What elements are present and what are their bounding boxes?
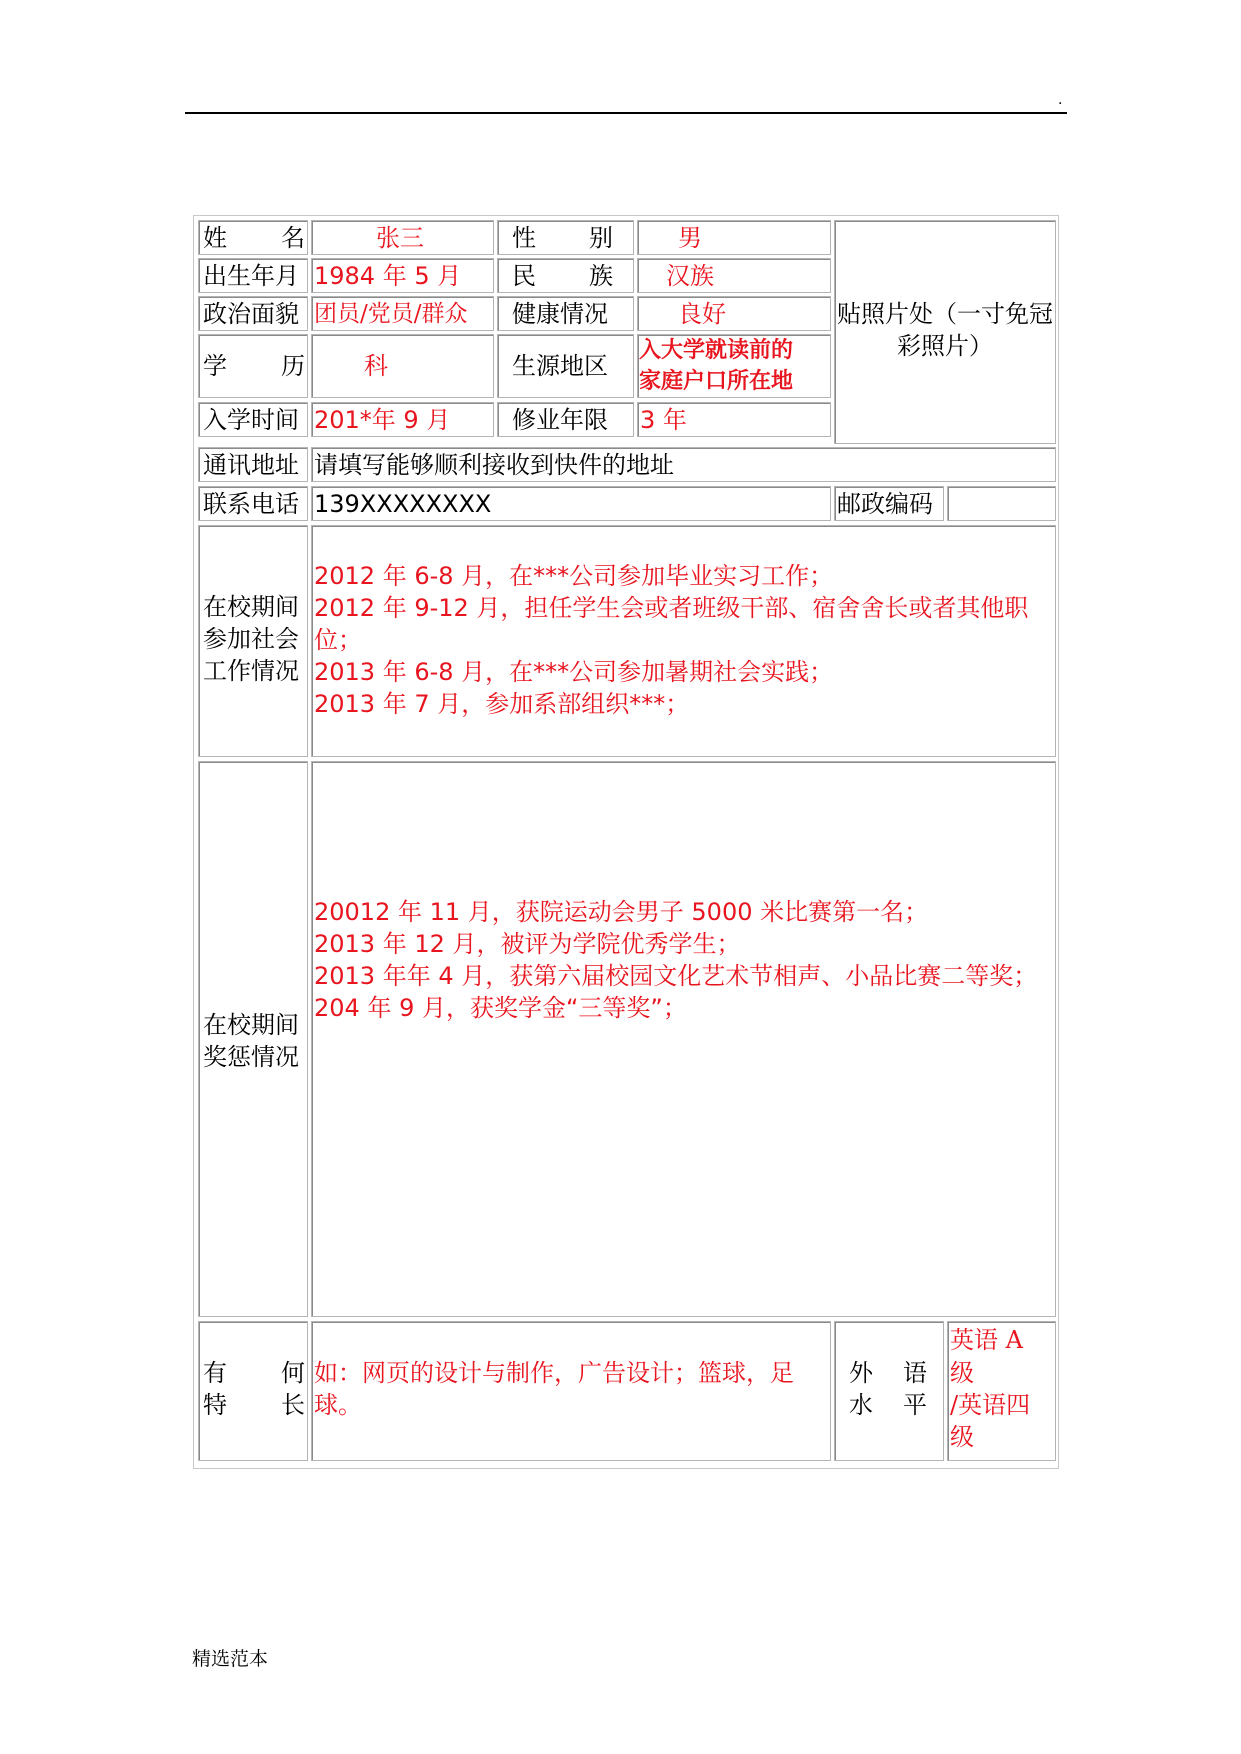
birth-value-cell <box>311 258 494 293</box>
skills-label-char3: 特 <box>203 1391 227 1419</box>
address-value-cell <box>311 447 1056 482</box>
language-label-char2: 语 <box>903 1359 927 1387</box>
awards-label-line1: 在校期间 <box>203 1011 299 1039</box>
ethnicity-label-char2: 族 <box>589 262 613 290</box>
footer-text: 精选范本 <box>192 1648 269 1670</box>
origin-value-cell <box>637 334 831 398</box>
language-line-1: 英语 A <box>950 1326 1023 1354</box>
awards-label-line2: 奖惩情况 <box>203 1043 299 1071</box>
health-value-cell <box>637 296 831 331</box>
awards-line-4: 204 年 9 月，获奖学金“三等奖”； <box>314 994 687 1022</box>
photo-placeholder-line2: 彩照片） <box>897 332 993 360</box>
awards-label-cell <box>198 761 308 1317</box>
birth-value: 1984 年 5 月 <box>314 262 462 290</box>
phone-label-cell <box>198 486 308 521</box>
social-line-2: 2012 年 9-12 月，担任学生会或者班级干部、宿舍舍长或者其他职 <box>314 594 1029 622</box>
awards-line-1: 20012 年 11 月，获院运动会男子 5000 米比赛第一名； <box>314 898 929 926</box>
social-label-line1: 在校期间 <box>203 593 299 621</box>
name-label-cell <box>198 220 308 255</box>
ethnicity-label-cell <box>497 258 634 293</box>
birth-label-cell <box>198 258 308 293</box>
duration-label: 修业年限 <box>512 406 608 434</box>
ethnicity-label-char1: 民 <box>512 262 536 290</box>
politics-value-cell <box>311 296 494 331</box>
health-label-cell <box>497 296 634 331</box>
language-line-3: /英语四 <box>950 1391 1031 1419</box>
address-label-cell <box>198 447 308 482</box>
photo-cell <box>834 220 1056 444</box>
phone-value-cell <box>311 486 831 521</box>
social-line-1: 2012 年 6-8 月，在***公司参加毕业实习工作； <box>314 562 834 590</box>
header-mark: . <box>1058 92 1063 108</box>
photo-placeholder-line1: 贴照片处（一寸免冠 <box>837 300 1053 328</box>
address-value: 请填写能够顺利接收到快件的地址 <box>314 451 674 479</box>
social-content-cell <box>311 525 1056 757</box>
skills-line-1: 如：网页的设计与制作，广告设计；篮球，足 <box>314 1359 794 1387</box>
enroll-label-cell <box>198 402 308 437</box>
origin-value-line2: 家庭户口所在地 <box>639 369 794 394</box>
duration-label-cell <box>497 402 634 437</box>
duration-value: 3 年 <box>640 406 687 434</box>
education-label-char2: 历 <box>281 352 305 380</box>
name-label-char2: 名 <box>281 224 305 252</box>
origin-value-line1: 入大学就读前的 <box>639 338 794 363</box>
gender-value-cell <box>637 220 831 255</box>
social-label-line2: 参加社会 <box>203 625 299 653</box>
social-line-4: 2013 年 6-8 月，在***公司参加暑期社会实践； <box>314 658 834 686</box>
enroll-value: 201*年 9 月 <box>314 406 451 434</box>
education-value: 科 <box>364 352 388 380</box>
header-rule <box>185 112 1067 114</box>
language-label-char4: 平 <box>903 1391 927 1419</box>
language-line-4: 级 <box>950 1423 974 1451</box>
awards-content-cell <box>311 761 1056 1317</box>
social-line-5: 2013 年 7 月，参加系部组织***； <box>314 690 690 718</box>
origin-label: 生源地区 <box>512 352 608 380</box>
skills-content-cell <box>311 1321 831 1461</box>
name-value-cell <box>311 220 494 255</box>
origin-label-cell <box>497 334 634 398</box>
gender-label-char2: 别 <box>589 224 613 252</box>
skills-label-cell <box>198 1321 308 1461</box>
skills-line-2: 球。 <box>314 1391 362 1419</box>
name-value: 张三 <box>376 224 424 252</box>
language-label-cell <box>834 1321 944 1461</box>
gender-value: 男 <box>678 224 702 252</box>
enroll-label: 入学时间 <box>203 406 299 434</box>
language-line-2: 级 <box>950 1359 974 1387</box>
politics-label-cell <box>198 296 308 331</box>
language-label-char1: 外 <box>849 1359 873 1387</box>
ethnicity-value: 汉族 <box>666 262 714 290</box>
phone-label: 联系电话 <box>203 490 299 518</box>
awards-line-3: 2013 年年 4 月，获第六届校园文化艺术节相声、小品比赛二等奖； <box>314 962 1038 990</box>
politics-value: 团员/党员/群众 <box>314 301 468 327</box>
gender-label-cell <box>497 220 634 255</box>
skills-label-char1: 有 <box>203 1359 227 1387</box>
social-line-3: 位； <box>314 626 362 654</box>
education-label-cell <box>198 334 308 398</box>
address-label: 通讯地址 <box>203 451 299 479</box>
postcode-label: 邮政编码 <box>837 490 933 518</box>
resume-form-table <box>193 215 1059 1469</box>
skills-label-char4: 长 <box>281 1391 305 1419</box>
awards-line-2: 2013 年 12 月，被评为学院优秀学生； <box>314 930 741 958</box>
social-label-cell <box>198 525 308 757</box>
name-label-char1: 姓 <box>203 224 227 252</box>
education-value-cell <box>311 334 494 398</box>
duration-value-cell <box>637 402 831 437</box>
postcode-label-cell <box>834 486 944 521</box>
politics-label: 政治面貌 <box>203 300 299 328</box>
language-value-cell <box>947 1321 1056 1461</box>
skills-label-char2: 何 <box>281 1359 305 1387</box>
enroll-value-cell <box>311 402 494 437</box>
birth-label: 出生年月 <box>203 262 299 290</box>
social-label-line3: 工作情况 <box>203 657 299 685</box>
gender-label-char1: 性 <box>512 224 536 252</box>
language-label-char3: 水 <box>849 1391 873 1419</box>
ethnicity-value-cell <box>637 258 831 293</box>
postcode-value-cell <box>947 486 1056 521</box>
health-value: 良好 <box>678 300 726 328</box>
education-label-char1: 学 <box>203 352 227 380</box>
health-label: 健康情况 <box>512 300 608 328</box>
phone-value: 139XXXXXXXX <box>314 490 492 518</box>
